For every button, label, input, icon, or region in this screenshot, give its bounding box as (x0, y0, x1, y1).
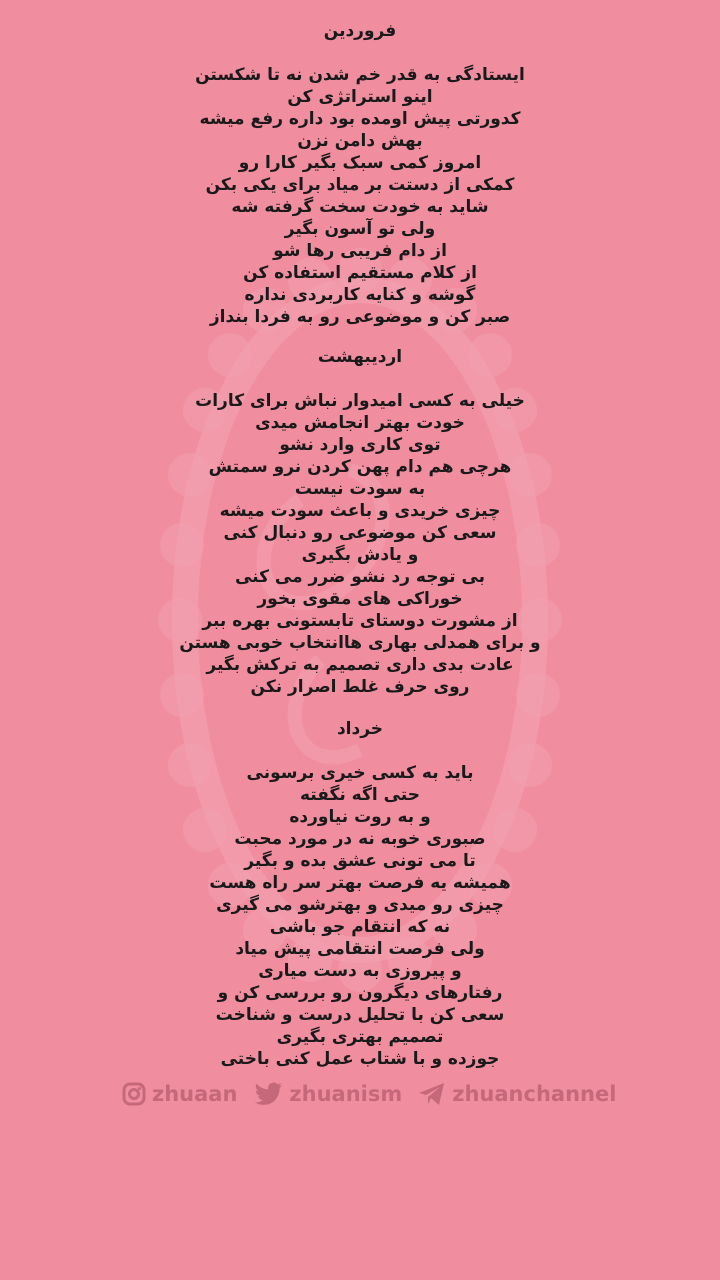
poem-line: امروز کمی سبک بگیر کارا رو (238, 153, 482, 173)
poem-line: جوزده و با شتاب عمل کنی باختی (220, 1049, 500, 1069)
poem-line: هرچی هم دام پهن کردن نرو سمتش (208, 457, 512, 477)
poem-line: ولی تو آسون بگیر (284, 219, 436, 239)
social-footer (122, 1078, 617, 1110)
poem-line: باید به کسی خیری برسونی (246, 763, 474, 783)
instagram-icon (122, 1082, 146, 1106)
telegram-label: zhuanchannel (452, 1082, 617, 1106)
poem-line: صبر کن و موضوعی رو به فردا بنداز (209, 307, 511, 327)
poem-line: تصمیم بهتری بگیری (276, 1027, 444, 1047)
twitter-label: zhuanism (289, 1082, 403, 1106)
poem-line: چیزی خریدی و باعث سودت میشه (219, 501, 501, 521)
poem-line: تا می تونی عشق بده و بگیر (244, 851, 476, 871)
poem-line: توی کاری وارد نشو (279, 435, 441, 455)
telegram-handle (418, 1082, 616, 1106)
poem-line: بهش دامن نزن (297, 131, 423, 151)
poem-line: حتی اگه نگفته (299, 785, 420, 805)
poem-line: رفتارهای دیگرون رو بررسی کن و (217, 983, 503, 1003)
section-title: خرداد (336, 719, 384, 739)
poem-line: به سودت نیست (294, 479, 426, 499)
section-khordad (0, 718, 720, 1070)
poem-line: صبوری خوبه نه در مورد محبت (234, 829, 486, 849)
poem-line: ولی فرصت انتقامی پیش میاد (235, 939, 485, 959)
poem-line: ایستادگی به قدر خم شدن نه تا شکستن (195, 65, 525, 85)
section-lines (0, 390, 720, 698)
poem-line: و پیروزی به دست میاری (258, 961, 462, 981)
section-title: فروردین (323, 21, 397, 41)
poem-line: شاید به خودت سخت گرفته شه (231, 197, 489, 217)
poem-line: عادت بدی داری تصمیم به ترکش بگیر (206, 655, 514, 675)
telegram-icon (418, 1082, 446, 1106)
poem-line: و یادش بگیری (301, 545, 419, 565)
poem-line: همیشه یه فرصت بهتر سر راه هست (209, 873, 511, 893)
twitter-icon (253, 1082, 283, 1106)
section-lines (0, 762, 720, 1070)
poem-line: خوراکی های مقوی بخور (257, 589, 463, 609)
section-title: اردیبهشت (317, 347, 403, 367)
section-lines (0, 64, 720, 328)
section-farvardin (0, 20, 720, 328)
instagram-handle (122, 1082, 237, 1106)
poem-line: و برای همدلی بهاری هاانتخاب خوبی هستن (179, 633, 541, 653)
poem-line: روی حرف غلط اصرار نکن (250, 677, 470, 697)
poem-line: و به روت نیاورده (289, 807, 431, 827)
poem-line: سعی کن موضوعی رو دنبال کنی (223, 523, 497, 543)
poem-line: اینو استراتژی کن (287, 87, 433, 107)
poem-line: چیزی رو میدی و بهترشو می گیری (216, 895, 504, 915)
section-ordibehesht (0, 346, 720, 698)
poem-line: از مشورت دوستای تابستونی بهره ببر (202, 611, 518, 631)
poem-line: بی توجه رد نشو ضرر می کنی (234, 567, 486, 587)
poem-line: کدورتی پیش اومده بود داره رفع میشه (199, 109, 521, 129)
poem-line: کمکی از دستت بر میاد برای یکی بکن (205, 175, 515, 195)
twitter-handle (253, 1082, 402, 1106)
poem-line: سعی کن با تحلیل درست و شناخت (215, 1005, 505, 1025)
poem-line: گوشه و کنایه کاربردی نداره (244, 285, 476, 305)
poem-line: نه که انتقام جو باشی (269, 917, 451, 937)
poem-line: خودت بهتر انجامش میدی (255, 413, 465, 433)
poem-line: خیلی به کسی امیدوار نباش برای کارات (195, 391, 525, 411)
instagram-label: zhuaan (152, 1082, 238, 1106)
poem-line: از کلام مستقیم استفاده کن (243, 263, 477, 283)
poem-line: از دام فریبی رها شو (273, 241, 447, 261)
